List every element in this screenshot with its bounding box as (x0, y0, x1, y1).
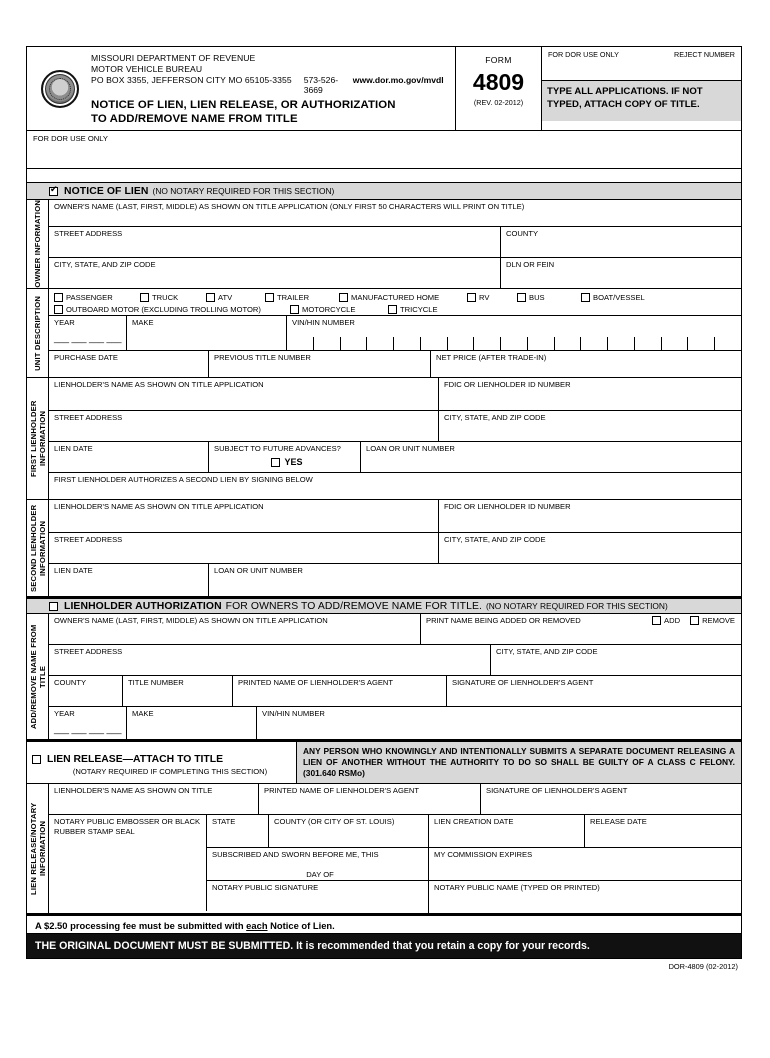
release-date-field[interactable] (585, 815, 741, 847)
unit-type-rv[interactable] (467, 293, 513, 303)
commission-expires-field[interactable] (429, 848, 741, 880)
lien-creation-date-field[interactable] (429, 815, 585, 847)
second-lienholder-fdic-field[interactable] (439, 500, 741, 532)
agency-website: www.dor.mo.gov/mvdl (352, 75, 444, 85)
add-remove-vin-label: VIN/HIN NUMBER (262, 709, 325, 718)
first-lienholder-lien-row (49, 442, 741, 473)
first-lienholder-loan-label: LOAN OR UNIT NUMBER (366, 444, 455, 453)
add-remove-signature-agent-field[interactable] (447, 676, 741, 706)
motorcycle-label: MOTORCYCLE (302, 304, 356, 314)
add-remove-name-section (27, 614, 741, 740)
add-option[interactable] (652, 616, 680, 626)
agency-address: PO BOX 3355, JEFFERSON CITY MO 65105-3355 (91, 75, 292, 85)
bus-checkbox[interactable] (517, 293, 526, 302)
future-advances-yes-checkbox[interactable] (271, 458, 280, 467)
notary-seal-label: NOTARY PUBLIC EMBOSSER OR BLACK RUBBER STAMP SEAL (54, 817, 201, 836)
first-lienholder-lien-date-field[interactable] (49, 442, 209, 472)
second-lienholder-street-row (49, 533, 741, 564)
first-lienholder-vlabel-text: FIRST LIENHOLDER INFORMATION (28, 400, 47, 477)
owner-citystatezip-label: CITY, STATE, AND ZIP CODE (54, 260, 156, 269)
truck-label: TRUCK (152, 293, 179, 302)
lienholder-authorization-subtitle: FOR OWNERS TO ADD/REMOVE NAME FOR TITLE. (225, 600, 482, 612)
unit-types-row2 (49, 302, 741, 315)
add-remove-county-field[interactable] (49, 676, 123, 706)
first-lienholder-fdic-label: FDIC OR LIENHOLDER ID NUMBER (444, 380, 571, 389)
notary-sworn-row (207, 848, 741, 881)
lienholder-authorization-title: LIENHOLDER AUTHORIZATION (64, 600, 222, 612)
add-remove-printed-agent-field[interactable] (233, 676, 447, 706)
remove-option[interactable] (690, 616, 735, 626)
type-all-line1: TYPE ALL APPLICATIONS. IF NOT (547, 86, 703, 97)
notary-name-field[interactable] (429, 881, 741, 913)
owner-information-vlabel (27, 200, 49, 288)
notary-day-of-label: DAY OF (306, 869, 334, 879)
lien-release-name-row (49, 784, 741, 815)
owner-name-field[interactable] (49, 200, 741, 226)
form-header (27, 47, 741, 131)
owner-name-row (49, 200, 741, 227)
second-lienholder-lien-date-field[interactable] (49, 564, 209, 596)
add-remove-citystatezip-label: CITY, STATE, AND ZIP CODE (496, 647, 598, 656)
unit-type-tricycle[interactable] (388, 305, 438, 315)
first-lienholder-authorize-label: FIRST LIENHOLDER AUTHORIZES A SECOND LIEN BY SIGNING BELOW (54, 475, 313, 484)
unit-previous-title-field[interactable] (209, 351, 431, 377)
dor-use-block (541, 47, 741, 130)
owner-street-field[interactable] (49, 227, 501, 257)
lien-release-warning: ANY PERSON WHO KNOWINGLY AND INTENTIONALLY SUBMITS A SEPARATE DOCUMENT RELEASING A LIEN OF ANOTHER WITHOUT THE AUTHORITY TO DO SO SHALL BE GUILTY OF A CLASS C FELONY. (301.640 RSMo) (297, 742, 741, 783)
second-lienholder-lien-row (49, 564, 741, 596)
notice-of-lien-title: NOTICE OF LIEN (64, 185, 149, 197)
first-lienholder-vlabel (27, 378, 49, 499)
atv-checkbox[interactable] (206, 293, 215, 302)
manufactured-home-label: MANUFACTURED HOME (351, 293, 440, 302)
add-remove-street-label: STREET ADDRESS (54, 647, 123, 656)
add-remove-vehicle-row (49, 707, 741, 739)
lien-release-vlabel (27, 784, 49, 913)
unit-rows (49, 289, 741, 377)
unit-vin-field[interactable] (287, 316, 741, 350)
unit-type-row (49, 289, 741, 316)
first-lienholder-authorize-field[interactable] (49, 473, 741, 499)
lienholder-authorization-checkbox[interactable] (49, 602, 58, 611)
first-lienholder-street-row (49, 411, 741, 442)
form-number-block (455, 47, 541, 130)
first-lienholder-future-advances-field[interactable] (209, 442, 361, 472)
add-remove-make-label: MAKE (132, 709, 154, 718)
second-lienholder-vlabel (27, 500, 49, 596)
owner-dln-label: DLN OR FEIN (506, 260, 555, 269)
first-lienholder-future-advances-label: SUBJECT TO FUTURE ADVANCES? (214, 444, 341, 453)
passenger-checkbox[interactable] (54, 293, 63, 302)
first-lienholder-loan-field[interactable] (361, 442, 741, 472)
unit-purchase-date-field[interactable] (49, 351, 209, 377)
agency-name: MISSOURI DEPARTMENT OF REVENUE (91, 53, 256, 63)
truck-checkbox[interactable] (140, 293, 149, 302)
add-remove-street-field[interactable] (49, 645, 491, 675)
trailer-checkbox[interactable] (265, 293, 274, 302)
add-remove-owner-row (49, 614, 741, 645)
notary-state-row (207, 815, 741, 848)
bus-label: BUS (529, 293, 545, 302)
unit-type-boat-vessel[interactable] (581, 293, 645, 303)
seal-container (27, 47, 89, 130)
add-remove-year-blanks: ___ ___ ___ ___ (54, 723, 122, 734)
unit-description-vlabel (27, 289, 49, 377)
add-remove-vlabel (27, 614, 49, 739)
rv-label: RV (479, 293, 490, 302)
second-lienholder-citystatezip-label: CITY, STATE, AND ZIP CODE (444, 535, 546, 544)
tricycle-checkbox[interactable] (388, 305, 397, 314)
notary-state-label: STATE (212, 817, 236, 826)
notary-state-field[interactable] (207, 815, 269, 847)
lien-release-header-row (27, 740, 741, 784)
first-lienholder-fdic-field[interactable] (439, 378, 741, 410)
add-remove-vin-field[interactable] (257, 707, 741, 739)
add-remove-printed-agent-label: PRINTED NAME OF LIENHOLDER'S AGENT (238, 678, 394, 687)
lien-creation-date-label: LIEN CREATION DATE (434, 817, 514, 826)
remove-label: REMOVE (702, 616, 735, 625)
lien-release-printed-agent-label: PRINTED NAME OF LIENHOLDER'S AGENT (264, 786, 420, 795)
agency-phone: 573-526-3669 (303, 75, 339, 95)
notary-seal-field[interactable] (49, 815, 207, 911)
first-lienholder-section (27, 378, 741, 500)
notice-of-lien-checkbox[interactable] (49, 187, 58, 196)
form-title-line1: NOTICE OF LIEN, LIEN RELEASE, OR AUTHORIZATION (91, 99, 396, 111)
lien-release-name-label: LIENHOLDER'S NAME AS SHOWN ON TITLE (54, 786, 213, 795)
notice-of-lien-bar[interactable] (27, 183, 741, 200)
first-lienholder-citystatezip-field[interactable] (439, 411, 741, 441)
second-lienholder-lien-date-label: LIEN DATE (54, 566, 93, 575)
trailer-label: TRAILER (277, 293, 310, 302)
rv-checkbox[interactable] (467, 293, 476, 302)
second-lienholder-rows (49, 500, 741, 596)
lien-release-printed-agent-field[interactable] (259, 784, 481, 814)
spacer-band (27, 169, 741, 183)
first-lienholder-street-label: STREET ADDRESS (54, 413, 123, 422)
notary-signature-row (207, 881, 741, 913)
unit-type-bus[interactable] (517, 293, 577, 303)
lien-release-rows (49, 784, 741, 913)
add-remove-year-label: YEAR (54, 709, 75, 718)
unit-type-manufactured-home[interactable] (339, 293, 463, 303)
owner-county-label: COUNTY (506, 229, 539, 238)
unit-type-motorcycle[interactable] (290, 305, 384, 315)
unit-type-trailer[interactable] (265, 293, 335, 303)
boat-vessel-label: BOAT/VESSEL (593, 293, 645, 302)
add-remove-print-name-label: PRINT NAME BEING ADDED OR REMOVED (426, 616, 581, 625)
commission-expires-label: MY COMMISSION EXPIRES (434, 850, 533, 859)
add-remove-vlabel-text: ADD/REMOVE NAME FROM TITLE (28, 624, 47, 729)
lien-release-title: LIEN RELEASE—ATTACH TO TITLE (47, 753, 224, 765)
state-seal-icon (41, 70, 79, 108)
lien-release-subtitle: (NOTARY REQUIRED IF COMPLETING THIS SECTION) (72, 766, 268, 776)
notary-signature-field[interactable] (207, 881, 429, 913)
notary-sworn-label: SUBSCRIBED AND SWORN BEFORE ME, THIS (212, 850, 379, 859)
add-remove-citystatezip-field[interactable] (491, 645, 741, 675)
owner-vlabel-text: OWNER INFORMATION (33, 200, 42, 288)
unit-year-blanks: ___ ___ ___ ___ (54, 332, 122, 343)
unit-net-price-label: NET PRICE (AFTER TRADE-IN) (436, 353, 547, 362)
add-checkbox[interactable] (652, 616, 661, 625)
lien-release-section (27, 784, 741, 914)
add-remove-agent-row (49, 676, 741, 707)
form-number: 4809 (472, 69, 525, 95)
unit-year-label: YEAR (54, 318, 75, 327)
add-remove-title-number-label: TITLE NUMBER (128, 678, 184, 687)
lien-release-signature-agent-field[interactable] (481, 784, 741, 814)
owner-citystatezip-field[interactable] (49, 258, 501, 288)
add-remove-county-label: COUNTY (54, 678, 87, 687)
unit-net-price-field[interactable] (431, 351, 741, 377)
reject-number-label: REJECT NUMBER (674, 50, 735, 59)
processing-fee-band (27, 914, 741, 934)
add-remove-owner-name-label: OWNER'S NAME (LAST, FIRST, MIDDLE) AS SHOWN ON TITLE APPLICATION (54, 616, 328, 625)
future-advances-yes[interactable] (214, 458, 360, 468)
lienholder-authorization-bar[interactable] (27, 597, 741, 614)
second-lienholder-name-field[interactable] (49, 500, 439, 532)
boat-vessel-checkbox[interactable] (581, 293, 590, 302)
motorcycle-checkbox[interactable] (290, 305, 299, 314)
add-remove-title-number-field[interactable] (123, 676, 233, 706)
second-lienholder-name-label: LIENHOLDER'S NAME AS SHOWN ON TITLE APPLICATION (54, 502, 264, 511)
lien-release-vlabel-text: LIEN RELEASE/NOTARY INFORMATION (28, 802, 47, 895)
lien-release-title-block[interactable] (27, 742, 297, 783)
owner-address-row (49, 227, 741, 258)
unit-type-truck[interactable] (140, 293, 202, 303)
future-advances-yes-label: YES (284, 456, 303, 467)
first-lienholder-name-label: LIENHOLDER'S NAME AS SHOWN ON TITLE APPLICATION (54, 380, 264, 389)
outboard-motor-checkbox[interactable] (54, 305, 63, 314)
form-footer-code: DOR-4809 (02-2012) (668, 962, 738, 971)
agency-bureau: MOTOR VEHICLE BUREAU (91, 64, 203, 74)
add-label: ADD (664, 616, 681, 625)
release-date-label: RELEASE DATE (590, 817, 647, 826)
owner-dln-field[interactable] (501, 258, 741, 288)
unit-previous-title-label: PREVIOUS TITLE NUMBER (214, 353, 311, 362)
lien-release-notary-row (49, 815, 741, 913)
second-lienholder-vlabel-text: SECOND LIENHOLDER INFORMATION (28, 504, 47, 592)
unit-vlabel-text: UNIT DESCRIPTION (33, 295, 42, 371)
atv-label: ATV (218, 293, 233, 302)
unit-type-atv[interactable] (206, 293, 261, 303)
unit-vin-label: VIN/HIN NUMBER (292, 318, 355, 327)
add-remove-make-field[interactable] (127, 707, 257, 739)
add-remove-year-field[interactable] (49, 707, 127, 739)
notary-county-label: COUNTY (OR CITY OF ST. LOUIS) (274, 817, 395, 826)
add-remove-owner-name-field[interactable] (49, 614, 421, 644)
unit-make-field[interactable] (127, 316, 287, 350)
owner-rows (49, 200, 741, 288)
unit-type-checkboxes (49, 289, 741, 315)
unit-year-field[interactable] (49, 316, 127, 350)
notice-of-lien-subtitle: (NO NOTARY REQUIRED FOR THIS SECTION) (152, 186, 335, 196)
first-lienholder-name-field[interactable] (49, 378, 439, 410)
dor-use-only-band: FOR DOR USE ONLY (27, 131, 741, 169)
original-document-band: THE ORIGINAL DOCUMENT MUST BE SUBMITTED. It is recommended that you retain a copy for your records. (27, 934, 741, 958)
manufactured-home-checkbox[interactable] (339, 293, 348, 302)
lien-release-checkbox[interactable] (32, 755, 41, 764)
lien-release-title-line[interactable] (32, 754, 296, 765)
fee-text-post: Notice of Lien. (267, 920, 335, 931)
add-remove-rows (49, 614, 741, 739)
form-revision: (REV. 02-2012) (473, 98, 524, 107)
passenger-label: PASSENGER (66, 293, 113, 302)
add-remove-street-row (49, 645, 741, 676)
add-remove-print-name-field[interactable] (421, 614, 741, 644)
owner-citystate-row (49, 258, 741, 288)
add-remove-signature-agent-label: SIGNATURE OF LIENHOLDER'S AGENT (452, 678, 594, 687)
form-title-line2: TO ADD/REMOVE NAME FROM TITLE (91, 113, 298, 125)
second-lienholder-street-field[interactable] (49, 533, 439, 563)
unit-type-outboard-motor[interactable] (54, 305, 286, 315)
dor-use-row (542, 47, 741, 80)
form-label: FORM (485, 55, 512, 65)
notary-detail-block (207, 815, 741, 913)
second-lienholder-fdic-label: FDIC OR LIENHOLDER ID NUMBER (444, 502, 571, 511)
unit-types-row1 (49, 289, 741, 302)
unit-type-passenger[interactable] (54, 293, 136, 303)
second-lienholder-name-row (49, 500, 741, 533)
first-lienholder-rows (49, 378, 741, 499)
remove-checkbox[interactable] (690, 616, 699, 625)
unit-year-make-vin-row (49, 316, 741, 351)
notary-sworn-field[interactable] (207, 848, 429, 880)
agency-contact-row (91, 75, 451, 95)
vin-grid (287, 337, 741, 350)
dor-use-only-label: FOR DOR USE ONLY (548, 50, 619, 59)
unit-make-label: MAKE (132, 318, 154, 327)
second-lienholder-street-label: STREET ADDRESS (54, 535, 123, 544)
agency-block (89, 47, 455, 130)
owner-information-section (27, 200, 741, 289)
first-lienholder-street-field[interactable] (49, 411, 439, 441)
notary-signature-label: NOTARY PUBLIC SIGNATURE (212, 883, 319, 892)
lien-release-name-field[interactable] (49, 784, 259, 814)
second-lienholder-loan-label: LOAN OR UNIT NUMBER (214, 566, 303, 575)
second-lienholder-section (27, 500, 741, 597)
type-all-line2: TYPED, ATTACH COPY OF TITLE. (547, 99, 700, 110)
notary-name-label: NOTARY PUBLIC NAME (TYPED OR PRINTED) (434, 883, 600, 892)
first-lienholder-lien-date-label: LIEN DATE (54, 444, 93, 453)
tricycle-label: TRICYCLE (400, 304, 438, 314)
unit-description-section (27, 289, 741, 378)
owner-name-label: OWNER'S NAME (LAST, FIRST, MIDDLE) AS SHOWN ON TITLE APPLICATION (ONLY FIRST 50 CHARACTERS WILL PRINT ON TITLE) (54, 202, 525, 211)
lienholder-authorization-note: (NO NOTARY REQUIRED FOR THIS SECTION) (485, 601, 668, 611)
form-4809 (26, 46, 742, 959)
second-lienholder-citystatezip-field[interactable] (439, 533, 741, 563)
first-lienholder-name-row (49, 378, 741, 411)
fee-text-pre: A $2.50 processing fee must be submitted with (35, 920, 247, 931)
first-lienholder-citystatezip-label: CITY, STATE, AND ZIP CODE (444, 413, 546, 422)
unit-purchase-row (49, 351, 741, 377)
first-lienholder-authorize-row (49, 473, 741, 499)
outboard-motor-label: OUTBOARD MOTOR (EXCLUDING TROLLING MOTOR) (66, 304, 261, 314)
owner-county-field[interactable] (501, 227, 741, 257)
lien-release-signature-agent-label: SIGNATURE OF LIENHOLDER'S AGENT (486, 786, 628, 795)
fee-text-each: each (246, 920, 268, 931)
unit-purchase-date-label: PURCHASE DATE (54, 353, 118, 362)
owner-street-label: STREET ADDRESS (54, 229, 123, 238)
notary-county-field[interactable] (269, 815, 429, 847)
second-lienholder-loan-field[interactable] (209, 564, 741, 596)
type-all-notice (542, 80, 741, 121)
